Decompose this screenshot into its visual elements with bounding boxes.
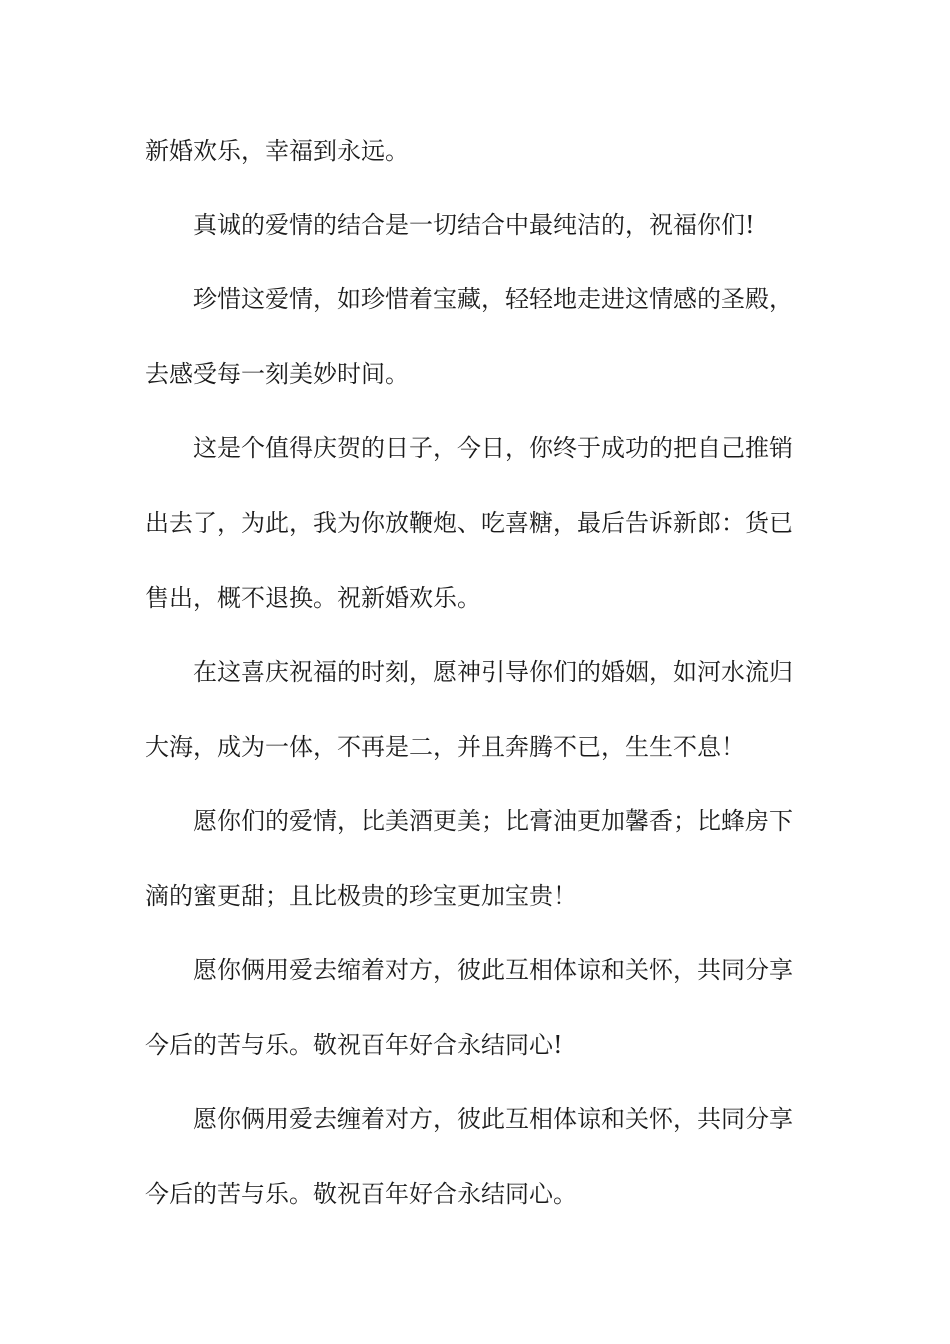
text-line-13: 今后的苦与乐。敬祝百年好合永结同心! [145,1031,563,1059]
paragraph-line-12: 愿你俩用爱去缩着对方，彼此互相体谅和关怀，共同分享 [193,956,793,984]
paragraph-line-2: 真诚的爱情的结合是一切结合中最纯洁的，祝福你们! [193,211,755,239]
text-line-6: 出去了，为此，我为你放鞭炮、吃喜糖，最后告诉新郎：货已 [145,509,793,537]
text-line-11: 滴的蜜更甜；且比极贵的珍宝更加宝贵！ [145,882,577,910]
text-line-15: 今后的苦与乐。敬祝百年好合永结同心。 [145,1180,577,1208]
text-line-1: 新婚欢乐，幸福到永远。 [145,137,409,165]
paragraph-line-14: 愿你俩用爱去缠着对方，彼此互相体谅和关怀，共同分享 [193,1105,793,1133]
text-line-4: 去感受每一刻美妙时间。 [145,360,409,388]
paragraph-line-8: 在这喜庆祝福的时刻，愿神引导你们的婚姻，如河水流归 [193,658,793,686]
text-line-7: 售出，概不退换。祝新婚欢乐。 [145,584,481,612]
paragraph-line-3: 珍惜这爱情，如珍惜着宝藏，轻轻地走进这情感的圣殿， [193,285,793,313]
paragraph-line-5: 这是个值得庆贺的日子，今日，你终于成功的把自己推销 [193,434,793,462]
text-line-9: 大海，成为一体，不再是二，并且奔腾不已，生生不息！ [145,733,745,761]
paragraph-line-10: 愿你们的爱情，比美酒更美；比膏油更加馨香；比蜂房下 [193,807,793,835]
